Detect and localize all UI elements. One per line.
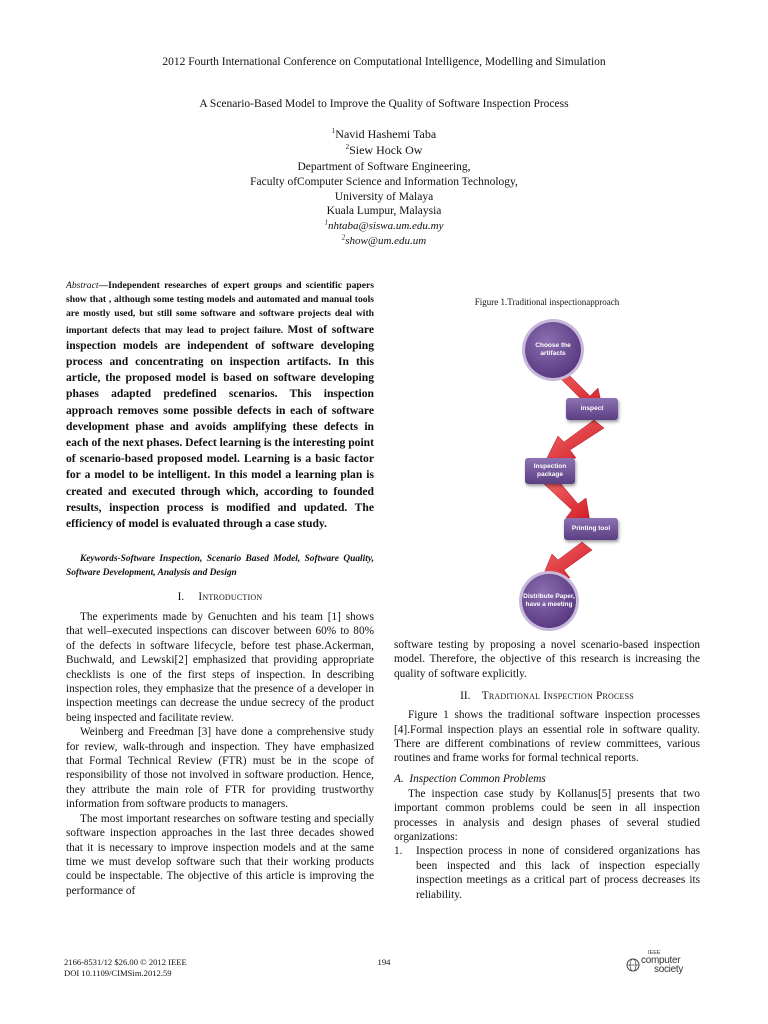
node-inspection-package: Inspection package [525,458,575,484]
abstract-part1: Independent researches of expert groups and scientific papers show that , although some testing models and automated and manual tools are mostly used, but still some software and software projects deal with important defects that may lead to project failure. [66,280,374,336]
author-1: $^1$Navid Hashemi Taba [331,127,437,141]
node-distribute-paper: Distribute Paper, have a meeting [522,574,576,628]
page-number: 194 [377,957,391,967]
figure-1-diagram [394,312,700,632]
arrow-4-icon [542,542,592,578]
paragraph: Figure 1 shows the traditional software inspection processes [4].Formal inspection plays an essential role in software quality. There are different combinations of review committees, various routines and frame works for formal technical reports. [394,709,700,765]
node-inspect: inspect [566,398,618,420]
list-number: 1. [394,845,403,858]
affiliation-line: Kuala Lumpur, Malaysia [326,205,442,218]
logo-society-text: society [654,964,684,975]
affiliation-line: Department of Software Engineering, [297,161,471,173]
section-1-heading: I. Introduction [177,591,263,603]
figure-caption: Figure 1.Traditional inspectionapproach [474,297,620,307]
email-1: $^1$nhtaba@siswa.um.edu.my [324,218,444,233]
arrow-2-icon [546,420,604,460]
email-2: $^2$show@um.edu.um [341,233,427,247]
node-printing-tool: Printing tool [564,518,618,540]
paper-title: A Scenario-Based Model to Improve the Quality of Software Inspection Process [199,98,569,110]
globe-icon [626,958,640,972]
affiliation-line: University of Malaya [334,190,434,203]
author-2: $^2$Siew Hock Ow [345,143,423,157]
arrow-3-icon [544,478,590,522]
affiliation [0,160,768,249]
abstract-dash: — [98,280,109,291]
right-column-body [394,638,700,902]
logo-computer-text: computer [641,955,681,966]
section-1-body [66,610,374,898]
abstract [66,279,374,532]
paragraph: The experiments made by Genuchten and his team [1] shows that well–executed inspections can discover between 60% to 80% of the defects in software lifecycle, before test phase.Ackerman, Buchwald, and Lewski[2] emphasized that providing appropriate checklists is one of the first steps of inspection. In describing inspection roles, they emphasize that the presence of a developer in inspection meetings can decrease the undue secrecy of the product being inspected and facilitate review. [66,611,374,724]
footer-issn: 2166-8531/12 $26.00 © 2012 IEEE [64,957,187,967]
abstract-label: Abstract [66,280,99,291]
footer-left [64,957,187,979]
affiliation-line: Faculty ofComputer Science and Information Technology, [250,175,518,188]
abstract-part2: Most of software inspection models are independent of software developing process and concentrating on inspection artifacts. In this article, the proposed model is based on software developing phases adapted predefined scenarios. This inspection approach removes some possible defects in each of software development phase and avoids amplifying these defects in each of the next phases. Defect learning is the interesting point of scenario-based proposed model. Learning is a basic factor for a model to be intelligent. In this model a learning plan is created and executed through which, according to founded results, inspection process is modified and updated. The efficiency of model is evaluated through a case study. [66,322,374,531]
ieee-computer-society-logo [626,950,696,980]
node-choose-artifacts: Choose the artifacts [525,322,581,378]
footer-doi: DOI 10.1109/CIMSim.2012.59 [64,968,172,978]
logo-ieee-text: IEEE [648,950,661,956]
paragraph: The most important researches on software testing and specially software inspection approaches in the last three decades showed that it is necessary to improve inspection models and at the same time we must develop software such that their working products could be inspectable. The objective of this article is improving the performance of [66,812,374,897]
list-text: Inspection process in none of considered organizations has been inspected and this lack of inspection especially inspection meetings as a critical part of process decreases its reliability. [416,845,700,901]
subsection-a-heading: A. Inspection Common Problems [394,772,546,785]
keywords: Keywords-Software Inspection, Scenario Based Model, Software Quality, Software Development, Analysis and Design [66,554,374,578]
paragraph-continuation: software testing by proposing a novel scenario-based inspection model. Therefore, the objective of this research is increasing the quality of software explicitly. [394,639,700,680]
paragraph: Weinberg and Freedman [3] have done a comprehensive study for review, walk-through and inspection. They have emphasized that Formal Technical Review (FTR) must be in the scope of responsibility of those not involved in software production. Hence, they attribute the main role of FTR for providing trustworthy information from software products to managers. [66,726,374,811]
conference-header: 2012 Fourth International Conference on Computational Intelligence, Modelling and Simulation [162,56,606,68]
section-2-heading: II. Traditional Inspection Process [460,690,634,703]
list-item [394,844,700,902]
paragraph: The inspection case study by Kollanus[5] presents that two important common problems could be seen in all inspection processes in analysis and design phases of several studied organizations: [394,787,700,844]
author-block [0,126,768,158]
